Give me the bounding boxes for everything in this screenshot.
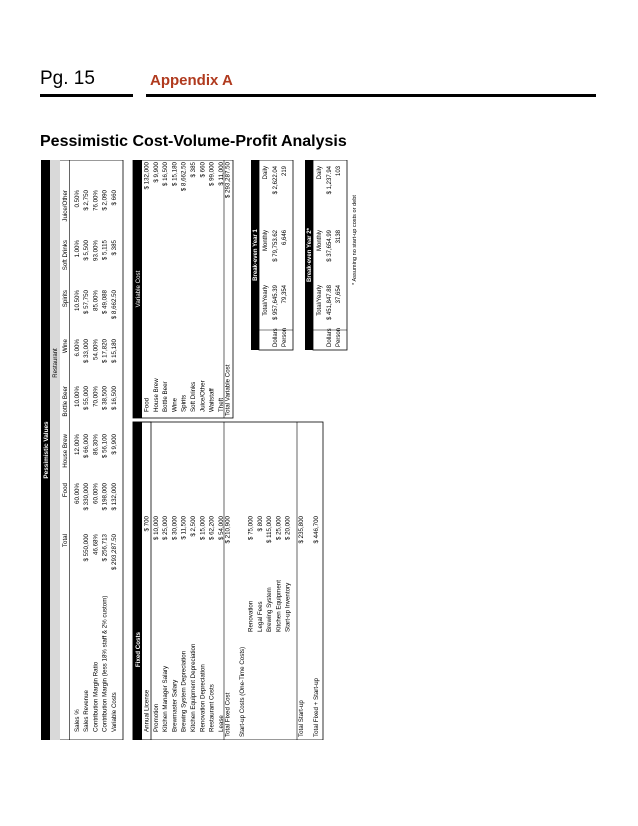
breakeven-year1-cell: $ 2,622.04 [273,166,279,195]
page-number: Pg. 15 [40,68,95,89]
header-rule-right [146,94,596,97]
breakeven-year1-cell: 219 [282,166,288,177]
breakeven-year1-cell: $ 79,753.62 [273,230,279,262]
table-cell: 12.00% [74,434,81,455]
startup-label: Start-up Inventory [284,582,292,632]
startup-label: Kitchen Equipment [275,580,283,632]
startup-value: $ 115,000 [266,516,274,544]
table-cell: $ 33,000 [83,339,91,364]
breakeven-year2-cell: $ 451,847.88 [327,285,333,321]
fixed-cost-label: Brewing System Depreciation [180,650,188,732]
table-cell: 70.00% [92,386,100,407]
table-cell: $ 17,820 [101,339,109,364]
table-cell: 10.00% [74,386,81,407]
table-cell: 93.00% [92,240,100,261]
fixed-cost-value: $ 10,000 [152,516,160,541]
variable-cost-value: $ 385 [190,162,197,178]
startup-label: Renovation [247,600,255,632]
variable-cost-label: Waitstaff [208,388,216,412]
table-cell: $ 5,115 [101,240,109,261]
fixed-cost-value: $ 15,000 [199,516,207,541]
table-cell: 76.00% [92,190,100,211]
breakeven-year1-row-label: Person [282,327,288,347]
fixed-cost-value: $ 30,000 [171,516,179,541]
fixed-cost-value: $ 25,000 [162,516,170,541]
page-title: Pessimistic Cost-Volume-Profit Analysis [40,133,347,150]
table-cell: 54.00% [92,339,100,360]
table-cell: $ 660 [110,190,118,206]
table-cell: $ 57,750 [83,290,91,315]
header-rule-left [40,94,133,97]
table-cell: $ 16,500 [110,386,118,411]
breakeven-year1-col-header: Monthly [263,230,269,252]
variable-cost-label: Soft Drinks [190,381,197,412]
column-header: Bottle Beer [62,386,69,417]
fixed-cost-label: Annual License [143,689,151,732]
banner-title: Pessimistic Values [42,421,50,479]
breakeven-year2-col-header: Daily [317,166,323,180]
table-cell: $ 330,000 [83,483,91,511]
variable-cost-value: $ 15,180 [171,162,179,187]
fixed-total-label: Total Fixed Cost [224,692,232,737]
column-header: Total [62,534,69,548]
startup-value: $ 75,000 [247,516,255,541]
fixed-cost-label: Lease [217,715,225,732]
breakeven-year2-title: Break-even Year 2* [307,228,314,282]
variable-cost-value: $ 8,662.50 [180,162,188,192]
breakeven-year2-row-label: Dollars [327,328,333,347]
table-row-label: Sales % [74,709,81,732]
table-cell: $ 132,000 [110,483,118,511]
table-cell: $ 49,088 [101,290,109,315]
breakeven-year1-row-label: Dollars [273,328,279,347]
fixed-total-value: $ 210,900 [224,516,232,544]
breakeven-year1-cell: $ 957,645.39 [273,285,279,321]
variable-block-border [133,160,233,418]
table-cell: $ 9,900 [110,434,118,455]
fixed-cost-label: Kitchen Equipment Depreciation [190,643,197,732]
fixed-cost-value: $ 11,500 [180,516,188,540]
variable-total-value: $ 293,287.50 [224,162,232,199]
variable-cost-label: Theft [217,397,225,412]
table-cell: $ 8,662.50 [110,290,118,320]
startup-header: Start-up Costs (One-Time Costs) [239,646,246,737]
breakeven-note: * Assuming no start-up costs or debt [352,195,358,285]
startup-total-label: Total Start-up [298,700,305,737]
breakeven-year2-cell: 3138 [336,230,342,244]
startup-value: $ 20,000 [284,516,292,541]
column-header: Spirits [62,290,69,308]
table-cell: 60.00% [92,483,100,504]
column-header: Juice/Other [62,190,69,222]
breakeven-year1-cell: 79,354 [282,285,288,304]
table-cell: $ 2,090 [101,190,109,211]
table-cell: 10.50% [74,290,81,311]
table-cell: 85.00% [92,290,100,311]
variable-cost-label: Spirits [180,394,188,412]
fixed-costs-header-right [133,422,142,624]
breakeven-year2-cell: 37,654 [336,285,342,304]
variable-cost-header: Variable Cost [135,270,142,308]
column-header: Wine [62,339,69,354]
variable-cost-value: $ 11,000 [217,162,225,186]
variable-total-label: Total Variable Cost [224,364,232,416]
table-row-label: Variable Costs [110,692,118,732]
column-header: House Brew [62,434,69,468]
variable-cost-label: House Brew [152,378,160,412]
startup-value: $ 25,000 [275,516,283,541]
fixed-costs-header: Fixed Costs [135,632,142,668]
column-header: Soft Drinks [62,240,69,271]
table-cell: 86.30% [92,434,100,455]
table-cell: 6.00% [74,339,81,357]
table-cell: $ 38,500 [101,386,109,411]
fixed-cost-value: $ 54,000 [217,516,225,541]
column-header: Food [62,483,69,498]
breakeven-year2-row-label: Person [336,327,342,347]
variable-cost-value: $ 660 [199,162,207,178]
table-cell: $ 66,000 [83,434,91,459]
breakeven-year1-title: Break-even Year 1 [253,229,260,281]
table-cell: $ 385 [110,240,118,256]
table-cell: $ 198,000 [101,483,109,511]
variable-cost-value: $ 16,500 [162,162,170,187]
breakeven-year2-col-header: Monthly [317,230,323,252]
variable-cost-label: Food [143,397,151,412]
table-cell: $ 550,000 [83,534,91,562]
table-row-label: Sales Revenue [83,690,91,732]
table-cell: 46.68% [92,534,100,555]
breakeven-year2-cell: $ 37,654.99 [327,230,333,262]
startup-label: Legal Fees [256,601,264,632]
table-cell: 60.00% [74,483,81,504]
cvp-spreadsheet [41,160,586,740]
table-cell: $ 293,287.50 [110,534,118,571]
breakeven-year2-cell: $ 1,237.94 [327,166,333,195]
breakeven-year1-cell: 6,646 [282,230,288,246]
table-cell: $ 256,713 [101,534,109,562]
variable-cost-label: Juice/Other [199,380,207,412]
startup-value: $ 800 [256,516,264,532]
table-cell: $ 2,750 [83,190,91,211]
table-cell: $ 55,000 [83,386,91,411]
rotated-spreadsheet-image [41,160,586,740]
table-cell: $ 5,500 [83,240,91,261]
fixed-cost-label: Kitchen Manager Salary [162,665,170,732]
variable-cost-value: $ 9,900 [152,162,160,183]
table-cell: $ 15,180 [110,339,118,364]
fixed-cost-value: $ 62,200 [208,516,216,541]
table-cell: 0.50% [74,190,81,208]
fixed-cost-label: Restaurant Costs [208,684,216,732]
breakeven-year1-col-header: Total/Yearly [263,285,269,316]
grand-total-label: Total Fixed + Start-up [313,678,320,737]
fixed-cost-label: Promotion [152,703,160,732]
fixed-cost-label: Brewmaster Salary [171,679,179,732]
table-row-label: Contribution Margin (less 18% staff & 2% custom) [101,595,109,732]
variable-cost-label: Wine [171,397,179,412]
startup-total-value: $ 235,800 [298,516,305,544]
breakeven-year1-col-header: Daily [263,166,269,180]
startup-label: Brewing System [266,587,274,632]
variable-cost-value: $ 132,000 [143,162,151,190]
table-row-label: Contribution Margin Ratio [92,661,100,732]
fixed-cost-value: $ 700 [143,516,151,532]
fixed-cost-value: $ 2,500 [190,516,197,537]
section-title: Appendix A [150,72,233,89]
restaurant-label: Restaurant [53,348,60,378]
table-cell: 1.00% [74,240,81,258]
column-header-bar [50,160,60,740]
grand-total-value: $ 446,700 [313,516,320,544]
fixed-cost-label: Renovation Depreciation [199,664,207,732]
breakeven-year2-col-header: Total/Yearly [317,285,323,316]
table-cell: $ 56,100 [101,434,109,459]
variable-cost-value: $ 99,000 [208,162,216,187]
breakeven-year2-cell: 103 [336,166,342,177]
variable-cost-label: Bottle Beer [162,381,170,412]
